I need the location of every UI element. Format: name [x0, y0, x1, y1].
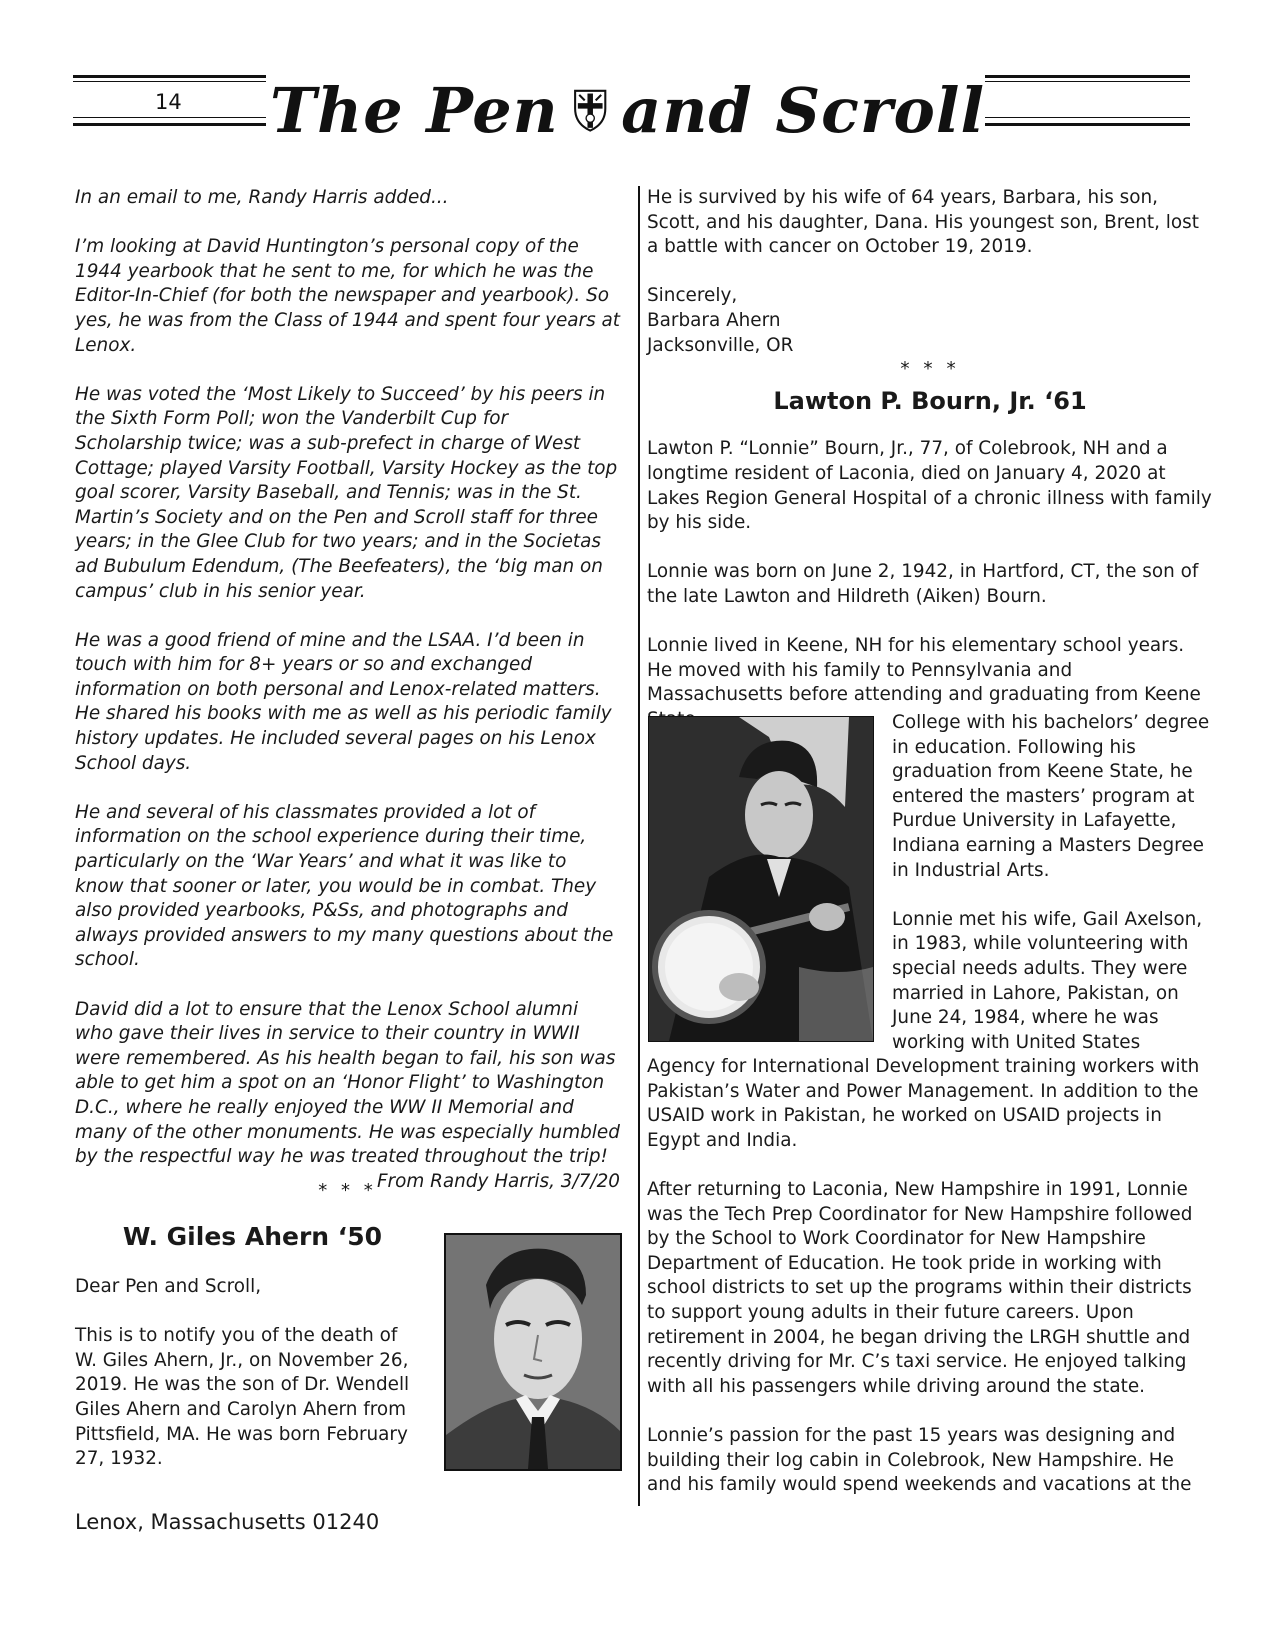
ahern-letter	[75, 1275, 425, 1496]
section-separator: * * *	[900, 359, 960, 381]
paragraph: He and several of his classmates provided a lot of information on the school experience during their time, particularly on the ‘War Years’ and what it was like to know that sooner or later, you would be in combat. They also provided yearbooks, P&Ss, and photographs and always provided answers to my many questions about the school.	[75, 801, 614, 971]
paragraph: David did a lot to ensure that the Lenox School alumni who gave their lives in service to their country in WWII were remembered. As his health began to fail, his son was able to get him a spot on an ‘Honor Flight’ to Washington D.C., where he really enjoyed the WW II Memorial and many of the other monuments. He was especially humbled by the respectful way he was treated throughout the trip!	[75, 998, 620, 1168]
paragraph: After returning to Laconia, New Hampshire in 1991, Lonnie was the Tech Prep Coordinator for New Hampshire followed by the School to Work Coordinator for New Hampshire Department of Education. He took pride in working with school districts to set up the programs within their districts to support young adults in their future careers. Upon retirement in 2004, he began driving the LRGH shuttle and recently driving for Mr. C’s taxi service. He enjoyed talking with all his passengers while driving around the state.	[647, 1178, 1193, 1397]
obituary-heading-ahern: W. Giles Ahern ‘50	[122, 1222, 383, 1251]
portrait-image	[446, 1235, 620, 1469]
title-part-1: The Pen	[270, 73, 559, 147]
paragraph: Lawton P. “Lonnie” Bourn, Jr., 77, of Colebrook, NH and a longtime resident of Laconia, died on January 4, 2020 at Lakes Region General Hospital of a chronic illness with family by his side.	[647, 438, 1212, 534]
paragraph: Lonnie met his wife, Gail Axelson, in 1983, while volunteering with special needs adults. They were married in Lahore, Pakistan, on June 24, 1984, where he was working with United States	[892, 908, 1203, 1053]
crest-icon	[571, 78, 609, 142]
paragraph: He is survived by his wife of 64 years, Barbara, his son, Scott, and his daughter, Dana. His youngest son, Brent, lost a battle with cancer on October 19, 2019.	[647, 187, 1199, 258]
masthead	[0, 70, 1275, 170]
banjo-player-image	[649, 717, 873, 1041]
obituary-heading-bourn: Lawton P. Bourn, Jr. ‘61	[773, 386, 1087, 415]
paragraph: This is to notify you of the death of W. Giles Ahern, Jr., on November 26, 2019. He was the son of Dr. Wendell Giles Ahern and Carolyn Ahern from Pittsfield, MA. He was born February 27, 1932.	[75, 1325, 410, 1470]
paragraph: I’m looking at David Huntington’s personal copy of the 1944 yearbook that he sent to me, for which he was the Editor-In-Chief (for both the newspaper and yearbook). So yes, he was from the Class of 1944 and spent four years at Lenox.	[75, 236, 621, 356]
right-column	[647, 186, 1213, 732]
paragraph: Lonnie lived in Keene, NH for his elementary school years. He moved with his family to Pennsylvania and Massachusetts before attending and graduating from Keene	[647, 635, 1201, 706]
bourn-continued-text	[647, 1055, 1213, 1522]
ahern-portrait-photo	[444, 1233, 622, 1471]
page-number: 14	[155, 90, 182, 114]
bourn-wrap-text	[892, 711, 1212, 1080]
paragraph: Agency for International Development training workers with Pakistan’s Water and Power Management. In addition to the USAID work in Pakistan, he worked on USAID projects in Egypt and India.	[647, 1056, 1200, 1151]
paragraph: College with his bachelors’ degree in education. Following his graduation from Keene State, he entered the masters’ program at Purdue University in Lafayette, Indiana earning a Masters Degree in Industrial Arts.	[892, 712, 1210, 881]
paragraph: Lonnie was born on June 2, 1942, in Hartford, CT, the son of the late Lawton and Hildreth (Aiken) Bourn.	[647, 561, 1199, 607]
paragraph: He was voted the ‘Most Likely to Succeed’ by his peers in the Sixth Form Poll; won the Vanderbilt Cup for Scholarship twice; was a sub-prefect in charge of West Cottage; played Varsity Football, Varsity Hockey as the top goal scorer, Varsity Baseball, and Tennis; was in the St. Martin’s Society and on the Pen and Scroll staff for three years; in the Glee Club for two years; and in the Societas ad Bubulum Edendum, (The Beefeaters), the ‘big man on campus’ club in his senior year.	[75, 383, 618, 602]
masthead-rule-right	[985, 75, 1190, 127]
intro-line: In an email to me, Randy Harris added...	[75, 187, 449, 208]
closing: Sincerely,	[647, 285, 738, 307]
paragraph: He was a good friend of mine and the LSAA. I’d been in touch with him for 8+ years or so and exchanged information on both personal and Lenox-related matters. He shared his books with me as well as his periodic family history updates. He included several pages on his Lenox School days.	[75, 629, 612, 774]
bourn-banjo-photo	[648, 716, 874, 1042]
footer-address: Lenox, Massachusetts 01240	[75, 1510, 380, 1534]
signature-name: Barbara Ahern	[647, 309, 781, 331]
column-divider	[638, 186, 640, 1506]
signature-place: Jacksonville, OR	[647, 334, 794, 356]
newsletter-title	[270, 70, 985, 150]
section-separator: * * *	[318, 1180, 377, 1201]
paragraph: Lonnie’s passion for the past 15 years was designing and building their log cabin in Colebrook, New Hampshire. He and his family would spend weekends and vacations at the	[647, 1424, 1192, 1496]
attribution: From Randy Harris, 3/7/20	[376, 1170, 620, 1192]
left-column	[75, 186, 620, 1219]
salutation: Dear Pen and Scroll,	[75, 1276, 262, 1297]
title-part-2: and Scroll	[621, 73, 985, 147]
